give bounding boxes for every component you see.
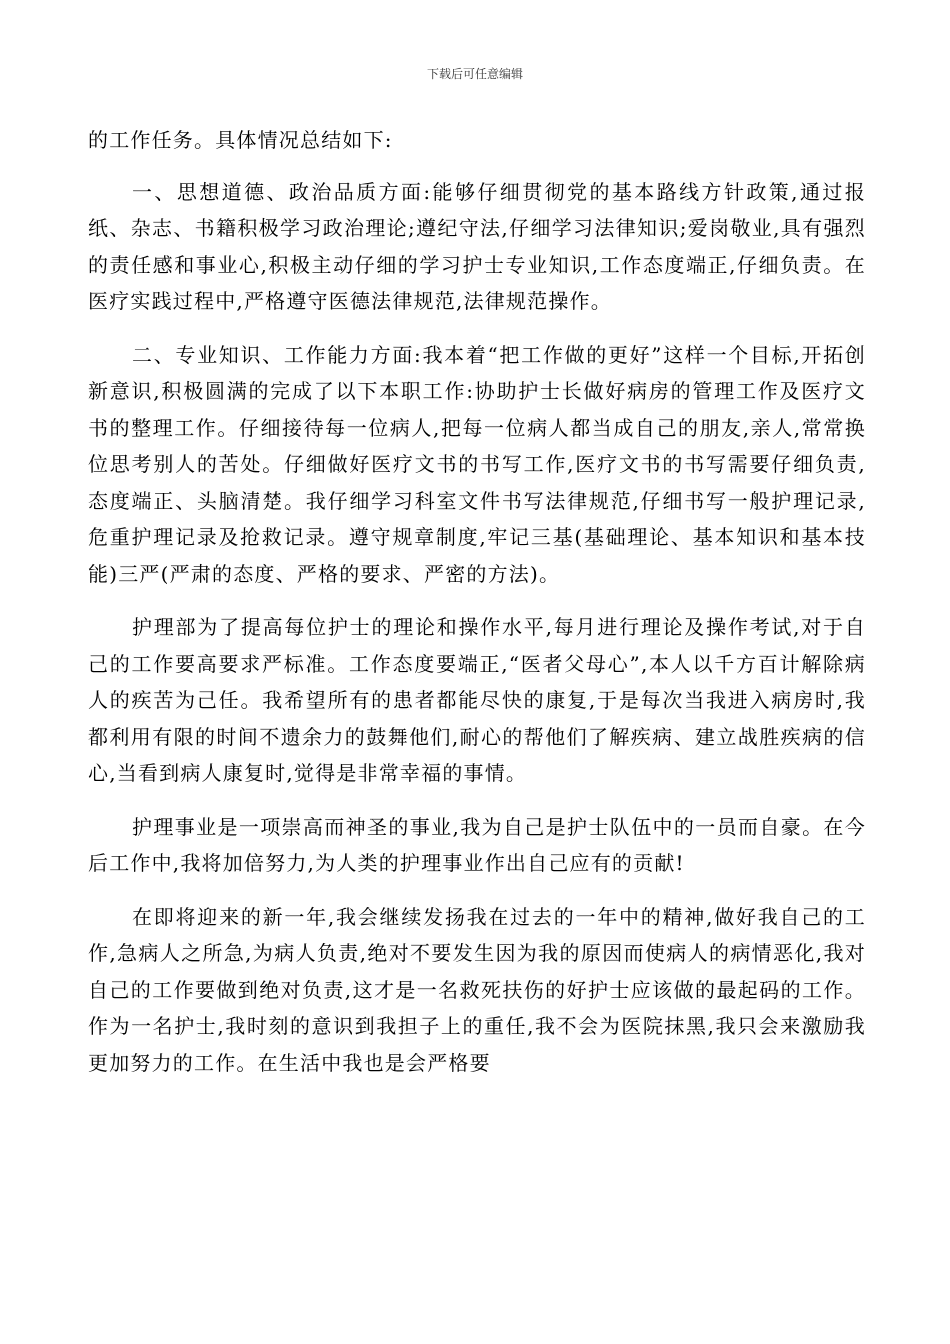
paragraph-nursing-dept: 护理部为了提高每位护士的理论和操作水平,每月进行理论及操作考试,对于自己的工作要高要求严标准。工作态度要端正,“医者父母心”,本人以千方百计解除病人的疾苦为己任。我希望所有的患者都能尽快的康复,于是每次当我进入病房时,我都利用有限的时间不遗余力的鼓舞他们,耐心的帮他们了解疾病、建立战胜疾病的信心,当看到病人康复时,觉得是非常幸福的事情。 xyxy=(88,615,866,785)
paragraph-career: 护理事业是一项崇高而神圣的事业,我为自己是护士队伍中的一员而自豪。在今后工作中,我将加倍努力,为人类的护理事业作出自己应有的贡献! xyxy=(88,814,866,875)
header-note: 下载后可任意编辑 xyxy=(426,67,523,81)
paragraph-new-year: 在即将迎来的新一年,我会继续发扬我在过去的一年中的精神,做好我自己的工作,急病人之所急,为病人负责,绝对不要发生因为我的原因而使病人的病情恶化,我对自己的工作要做到绝对负责,这才是一名救死扶伤的好护士应该做的最起码的工作。作为一名护士,我时刻的意识到我担子上的重任,我不会为医院抹黑,我只会来激励我更加努力的工作。在生活中我也是会严格要 xyxy=(88,904,866,1075)
paragraph-ideology: 一、思想道德、政治品质方面:能够仔细贯彻党的基本路线方针政策,通过报纸、杂志、书籍积极学习政治理论;遵纪守法,仔细学习法律知识;爱岗敬业,具有强烈的责任感和事业心,积极主动仔细的学习护士专业知识,工作态度端正,仔细负责。在医疗实践过程中,严格遵守医德法律规范,法律规范操作。 xyxy=(88,179,866,313)
document-body xyxy=(88,122,866,1098)
paragraph-professional: 二、专业知识、工作能力方面:我本着“把工作做的更好”这样一个目标,开拓创新意识,积极圆满的完成了以下本职工作:协助护士长做好病房的管理工作及医疗文书的整理工作。仔细接待每一位病人,把每一位病人都当成自己的朋友,亲人,常常换位思考别人的苦处。仔细做好医疗文书的书写工作,医疗文书的书写需要仔细负责,态度端正、头脑清楚。我仔细学习科室文件书写法律规范,仔细书写一般护理记录,危重护理记录及抢救记录。遵守规章制度,牢记三基(基础理论、基本知识和基本技能)三严(严肃的态度、严格的要求、严密的方法)。 xyxy=(88,342,866,586)
paragraph-intro: 的工作任务。具体情况总结如下: xyxy=(88,128,393,152)
